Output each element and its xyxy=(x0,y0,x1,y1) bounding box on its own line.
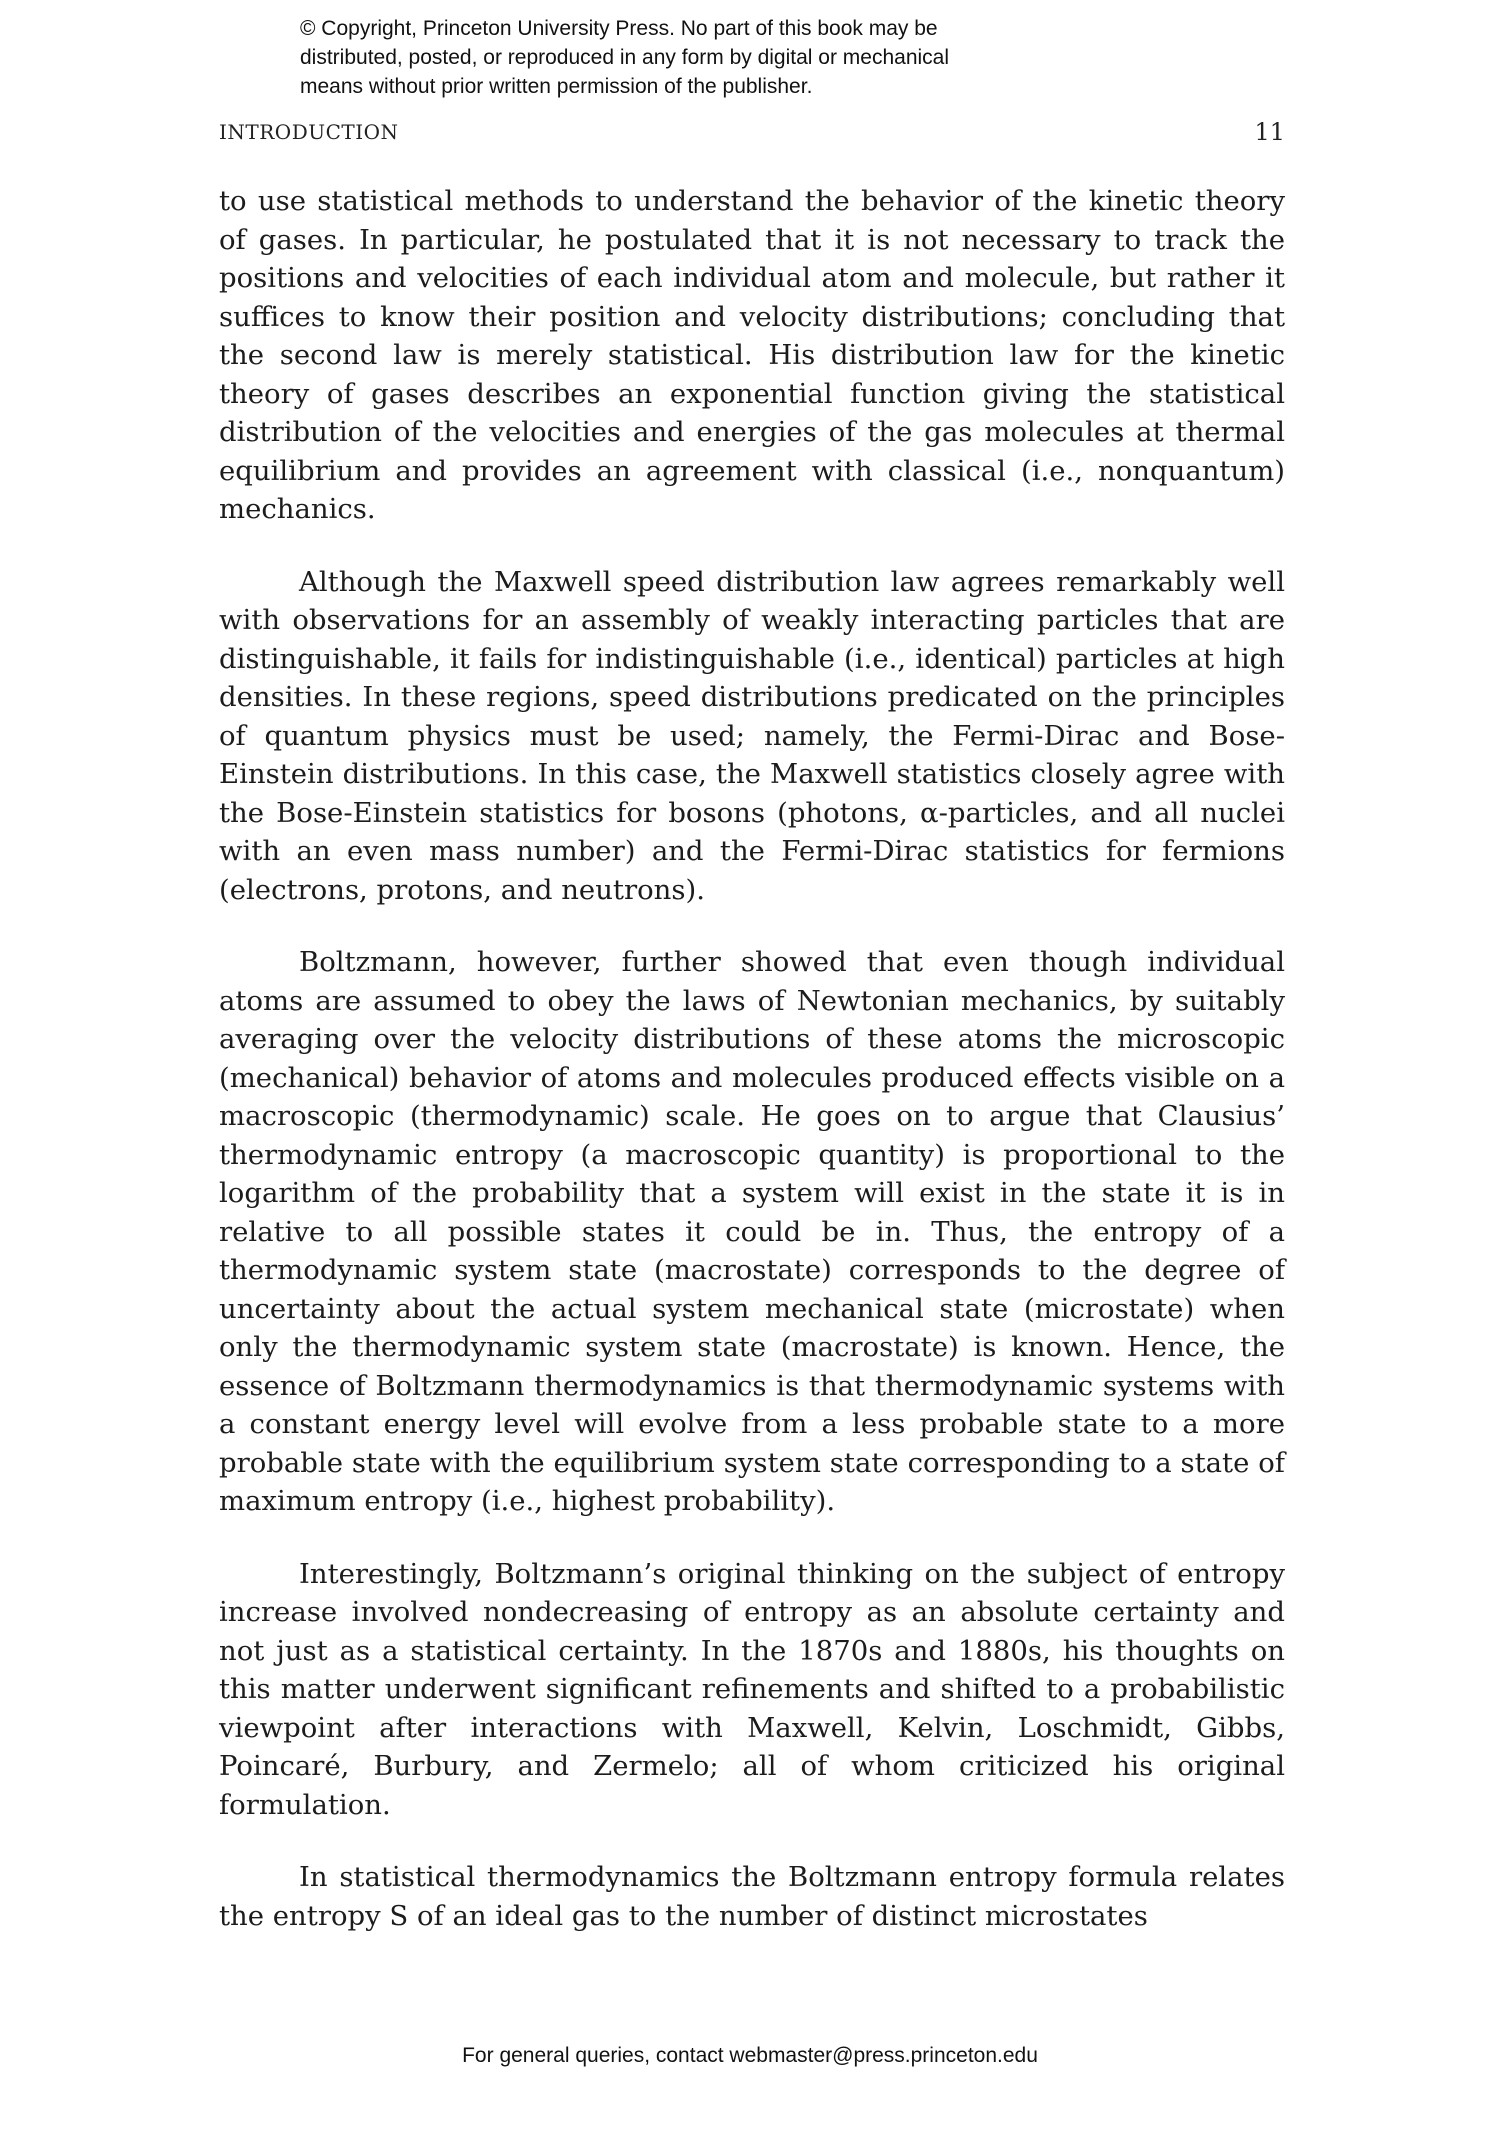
paragraph: Interestingly, Boltzmann’s original thinking on the subject of entropy increase involved nondecreasing of entropy as an absolute certainty and not just as a statistical certainty. In the 1870s and 1880s, his thoughts on this matter underwent significant refinements and shifted to a probabilistic viewpoint after interactions with Maxwell, Kelvin, Loschmidt, Gibbs, Poincaré, Burbury, and Zermelo; all of whom criticized his original formulation. xyxy=(219,1557,1285,1821)
copyright-line: © Copyright, Princeton University Press. No part of this book may be xyxy=(300,17,938,40)
paragraph: In statistical thermodynamics the Boltzmann entropy formula relates the entropy S of an ideal gas to the number of distinct microstates xyxy=(219,1861,1285,1932)
paragraph: Although the Maxwell speed distribution law agrees remarkably well with observations for an assembly of weakly interacting particles that are distinguishable, it fails for indistinguishable (i.e., identical) particles at high densities. In these regions, speed distributions predicated on the principles of quantum physics must be used; namely, the Fermi-Dirac and Bose-Einstein distributions. In this case, the Maxwell statistics closely agree with the Bose-Einstein statistics for bosons (photons, α-particles, and all nuclei with an even mass number) and the Fermi-Dirac statistics for fermions (electrons, protons, and neutrons). xyxy=(219,565,1285,906)
paragraph: Boltzmann, however, further showed that even though individual atoms are assumed to obey the laws of Newtonian mechanics, by suitably averaging over the velocity distributions of these atoms the microscopic (mechanical) behavior of atoms and molecules produced effects visible on a macroscopic (thermodynamic) scale. He goes on to argue that Clausius’ thermodynamic entropy (a macroscopic quantity) is proportional to the logarithm of the probability that a system will exist in the state it is in relative to all possible states it could be in. Thus, the entropy of a thermodynamic system state (macrostate) corresponds to the degree of uncertainty about the actual system mechanical state (microstate) when only the thermodynamic system state (macrostate) is known. Hence, the essence of Boltzmann thermodynamics is that thermodynamic systems with a constant energy level will evolve from a less probable state to a more probable state with the equilibrium system state corresponding to a state of maximum entropy (i.e., highest probability). xyxy=(219,946,1285,1517)
section-title: INTRODUCTION xyxy=(219,120,399,144)
copyright-notice xyxy=(300,14,1100,101)
page-body xyxy=(219,182,1285,1935)
page-number: 11 xyxy=(1254,118,1285,146)
footer-contact: For general queries, contact webmaster@press.princeton.edu xyxy=(462,2044,1038,2067)
copyright-line: means without prior written permission of the publisher. xyxy=(300,75,813,98)
running-head xyxy=(219,118,1285,148)
paragraph: to use statistical methods to understand the behavior of the kinetic theory of gases. In particular, he postulated that it is not necessary to track the positions and velocities of each individual atom and molecule, but rather it suffices to know their position and velocity distributions; concluding that the second law is merely statistical. His distribution law for the kinetic theory of gases describes an exponential function giving the statistical distribution of the velocities and energies of the gas molecules at thermal equilibrium and provides an agreement with classical (i.e., nonquantum) mechanics. xyxy=(219,185,1285,525)
copyright-line: distributed, posted, or reproduced in any form by digital or mechanical xyxy=(300,46,950,69)
